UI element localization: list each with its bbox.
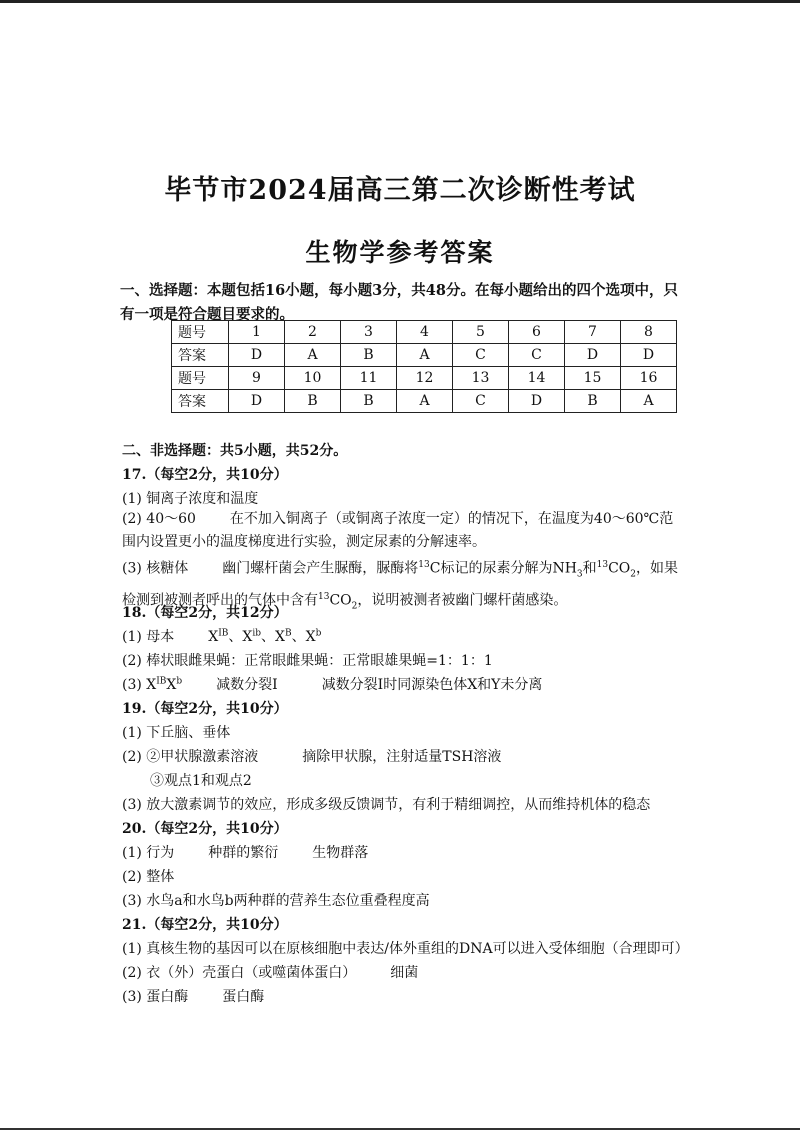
isotope-sup: 13	[596, 560, 609, 570]
q17-answer-2	[122, 508, 682, 554]
q17-a3-part: ，如果检测到被测者呼出的气体中含有	[122, 560, 679, 610]
q21-answer-2b: 细菌	[390, 965, 419, 981]
question-number: 10	[285, 367, 341, 390]
formula-sub: 3	[576, 569, 583, 580]
q19-answer-2b: 摘除甲状腺，注射适量TSH溶液	[302, 749, 502, 765]
table-row	[172, 390, 677, 413]
genotype-x: X	[305, 629, 316, 645]
answer-cell: A	[397, 390, 453, 413]
row-label: 题号	[172, 321, 229, 344]
section2-heading: 二、非选择题：共5小题，共52分。	[122, 443, 348, 459]
question-number: 14	[509, 367, 565, 390]
section1-heading: 一、选择题：本题包括16小题，每小题3分，共48分。在每小题给出的四个选项中，只有一项是符合题目要求的。	[120, 282, 678, 323]
table-row	[172, 321, 677, 344]
q20-answer-1	[122, 842, 368, 862]
separator: 、	[261, 629, 276, 645]
answer-cell: D	[509, 390, 565, 413]
q18-answer-1	[122, 626, 321, 646]
answer-cell: B	[341, 344, 397, 367]
genotype-x: X	[166, 677, 177, 693]
answer-cell: C	[509, 344, 565, 367]
q19-answer-2a: (2) ②甲状腺激素溶液	[122, 749, 259, 765]
allele-sup: IB	[156, 676, 167, 687]
answer-cell: A	[285, 344, 341, 367]
genotype-x: X	[275, 629, 285, 645]
formula-sub: 2	[351, 601, 358, 612]
row-label: 答案	[172, 390, 229, 413]
question-number: 6	[509, 321, 565, 344]
table-row	[172, 367, 677, 390]
q18-answer-1-text: (1) 母本	[122, 629, 175, 645]
question-number: 7	[565, 321, 621, 344]
q17-a3-part: CO	[329, 593, 352, 610]
q17-answer-3-organelle: (3) 核糖体	[122, 560, 189, 577]
question-number: 16	[621, 367, 677, 390]
q21-answer-3a: (3) 蛋白酶	[122, 989, 189, 1005]
question-number: 12	[397, 367, 453, 390]
q20-answer-1a: (1) 行为	[122, 845, 175, 861]
q17-answer-1: (1) 铜离子浓度和温度	[122, 491, 259, 507]
answer-cell: D	[229, 344, 285, 367]
q18-answer-2: (2) 棒状眼雌果蝇：正常眼雌果蝇：正常眼雄果蝇=1：1：1	[122, 653, 493, 669]
allele-sup: b	[176, 676, 183, 687]
answer-cell: B	[341, 390, 397, 413]
q18-answer-3-stage: 减数分裂Ⅰ	[216, 677, 278, 693]
q20-answer-1b: 种群的繁衍	[208, 845, 279, 861]
page-subtitle: 生物学参考答案	[305, 238, 495, 267]
row-label: 题号	[172, 367, 229, 390]
isotope-sup: 13	[318, 592, 330, 603]
answer-cell: D	[565, 344, 621, 367]
table-row	[172, 344, 677, 367]
q17-a3-part: 幽门螺杆菌会产生脲酶，脲酶将	[222, 560, 419, 577]
question-number: 13	[453, 367, 509, 390]
answer-cell: D	[621, 344, 677, 367]
question-number: 9	[229, 367, 285, 390]
top-border	[0, 0, 800, 3]
q21-answer-2a: (2) 衣（外）壳蛋白（或噬菌体蛋白）	[122, 965, 357, 981]
q20-answer-3: (3) 水鸟a和水鸟b两种群的营养生态位重叠程度高	[122, 893, 430, 909]
q21-heading: 21.（每空2分，共10分）	[122, 917, 288, 933]
q18-heading: 18.（每空2分，共12分）	[122, 605, 288, 621]
q17-answer-2-value: (2) 40～60	[122, 511, 196, 527]
question-number: 2	[285, 321, 341, 344]
q20-answer-2: (2) 整体	[122, 869, 175, 885]
q17-a3-part: C标记的尿素分解为NH	[429, 560, 577, 577]
answer-cell: C	[453, 390, 509, 413]
answer-cell: A	[621, 390, 677, 413]
q18-answer-3-reason: 减数分裂Ⅰ时同源染色体X和Y未分离	[321, 677, 543, 693]
q18-answer-3-genotype: (3) X	[122, 677, 157, 693]
question-number: 5	[453, 321, 509, 344]
q17-heading: 17.（每空2分，共10分）	[122, 467, 288, 483]
answer-cell: B	[565, 390, 621, 413]
isotope-sup: 13	[418, 560, 430, 570]
allele-sup: ib	[252, 628, 262, 639]
formula-sub: 2	[630, 569, 637, 580]
separator: 、	[291, 629, 306, 645]
q17-a3-part: ，说明被测者被幽门螺杆菌感染。	[357, 593, 568, 610]
page-title: 毕节市2024届高三第二次诊断性考试	[164, 175, 636, 206]
separator: 、	[228, 629, 243, 645]
question-number: 4	[397, 321, 453, 344]
q20-heading: 20.（每空2分，共10分）	[122, 821, 288, 837]
genotype-x: X	[242, 629, 253, 645]
q21-answer-3b: 蛋白酶	[222, 989, 265, 1005]
answer-cell: D	[229, 390, 285, 413]
q21-answer-1: (1) 真核生物的基因可以在原核细胞中表达/体外重组的DNA可以进入受体细胞（合理即可）	[122, 941, 689, 957]
q17-a3-part: CO	[608, 560, 631, 577]
question-number: 11	[341, 367, 397, 390]
answer-cell: C	[453, 344, 509, 367]
q21-answer-3	[122, 986, 264, 1006]
row-label: 答案	[172, 344, 229, 367]
answer-cell: B	[285, 390, 341, 413]
question-number: 1	[229, 321, 285, 344]
q19-answer-2c: ③观点1和观点2	[150, 773, 252, 789]
question-number: 15	[565, 367, 621, 390]
allele-sup: IB	[218, 628, 229, 639]
q19-answer-1: (1) 下丘脑、垂体	[122, 725, 231, 741]
answer-cell: A	[397, 344, 453, 367]
question-number: 3	[341, 321, 397, 344]
q21-answer-2	[122, 962, 418, 982]
genotype-x: X	[208, 629, 219, 645]
q18-answer-3	[122, 674, 542, 694]
q17-a3-part: 和	[582, 560, 597, 577]
q19-answer-3: (3) 放大激素调节的效应，形成多级反馈调节，有利于精细调控，从而维持机体的稳态	[122, 797, 651, 813]
q19-answer-2	[122, 746, 501, 766]
question-number: 8	[621, 321, 677, 344]
q19-heading: 19.（每空2分，共10分）	[122, 701, 288, 717]
allele-sup: B	[285, 628, 292, 639]
q20-answer-1c: 生物群落	[312, 845, 369, 861]
allele-sup: b	[315, 628, 322, 639]
q17-answer-2-text: 在不加入铜离子（或铜离子浓度一定）的情况下，在温度为40～60℃范围内设置更小的温度梯度进行实验，测定尿素的分解速率。	[122, 511, 674, 550]
answer-table	[171, 320, 677, 413]
